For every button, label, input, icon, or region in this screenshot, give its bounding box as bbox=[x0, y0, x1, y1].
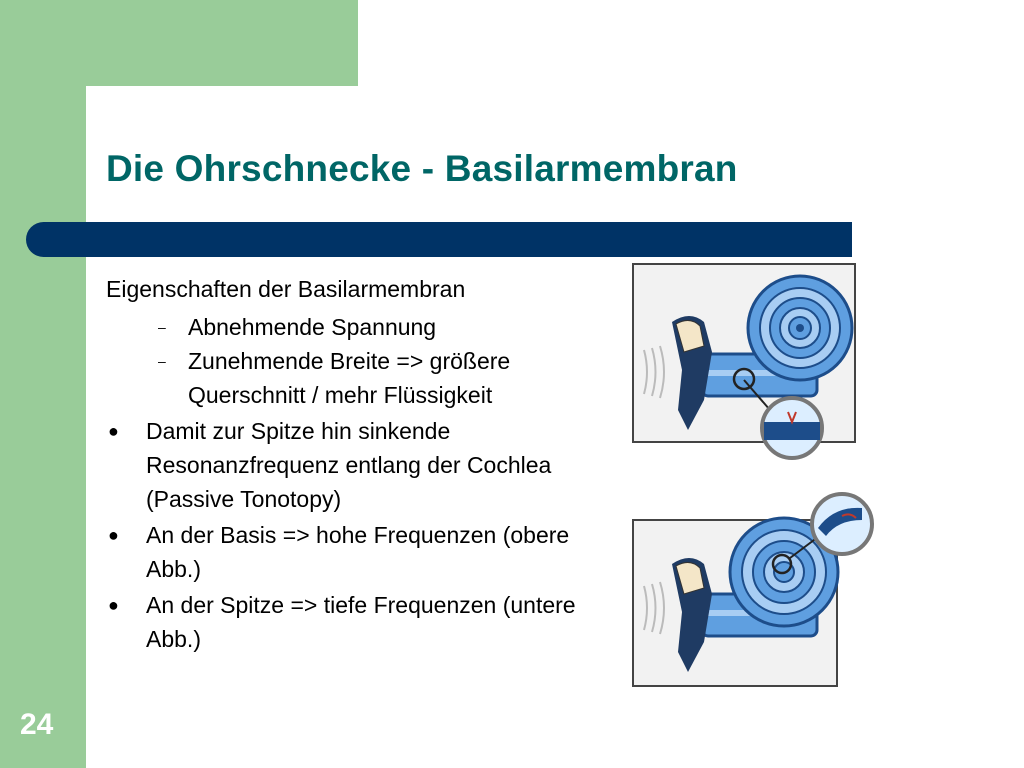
bullet-item bbox=[106, 414, 606, 516]
sub-item bbox=[158, 310, 606, 344]
bullet-text: An der Basis => hohe Frequenzen (obere Abb.) bbox=[146, 522, 570, 582]
bullet-text: An der Spitze => tiefe Frequenzen (untere Abb.) bbox=[146, 592, 576, 652]
bullet-item bbox=[106, 518, 606, 586]
cochlea-apex-illustration bbox=[632, 490, 877, 690]
slide-body bbox=[106, 272, 606, 656]
bullet-dot: ● bbox=[108, 595, 119, 615]
bullet-item bbox=[106, 588, 606, 656]
title-underline-bar bbox=[26, 222, 852, 257]
dash-marker: – bbox=[158, 319, 166, 335]
bullet-dot: ● bbox=[108, 525, 119, 545]
slide-title: Die Ohrschnecke - Basilarmembran bbox=[106, 148, 738, 189]
sub-item bbox=[158, 344, 606, 412]
bullet-text: Damit zur Spitze hin sinkende Resonanzfrequenz entlang der Cochlea (Passive Tonotopy) bbox=[146, 418, 552, 512]
sub-item-text: Zunehmende Breite => größere Querschnitt / mehr Flüssigkeit bbox=[188, 348, 511, 408]
dash-marker: – bbox=[158, 353, 166, 369]
page-number: 24 bbox=[20, 708, 54, 741]
body-heading: Eigenschaften der Basilarmembran bbox=[106, 276, 466, 302]
decor-green-sidebar bbox=[0, 0, 86, 768]
bullet-dot: ● bbox=[108, 421, 119, 441]
cochlea-base-illustration bbox=[632, 262, 857, 462]
sub-item-text: Abnehmende Spannung bbox=[188, 314, 437, 340]
